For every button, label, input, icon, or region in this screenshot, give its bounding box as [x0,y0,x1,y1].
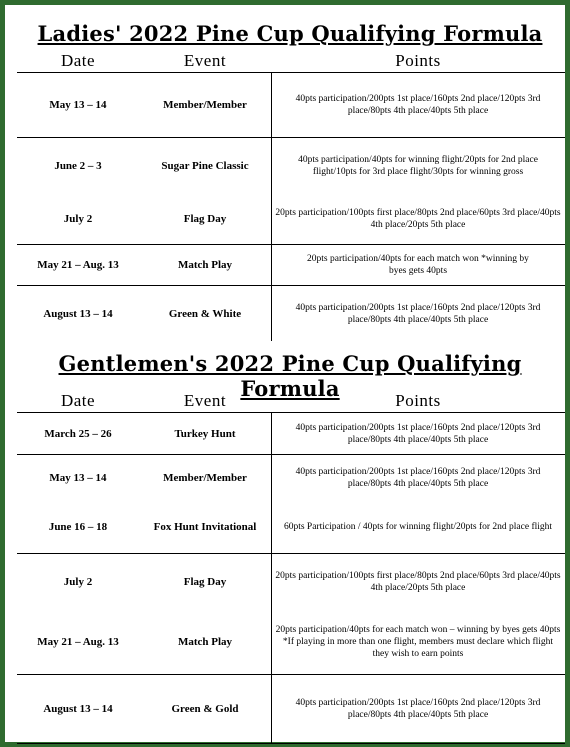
table-row [17,675,565,744]
ladies-header-points: Points [395,51,441,70]
table-row [17,286,565,341]
table-row [17,455,565,501]
table-row [17,194,565,245]
gentlemen-title: Gentlemen's 2022 Pine Cup Qualifying Formula [58,351,522,401]
ladies-header-event: Event [183,51,227,70]
row-date: June 16 – 18 [48,521,108,533]
row-event: Member/Member [163,99,247,111]
gentlemen-header-date: Date [60,391,96,410]
row-event: Flag Day [183,213,227,225]
row-date: July 2 [63,576,93,588]
row-date: August 13 – 14 [43,307,113,320]
row-event: Turkey Hunt [174,427,236,440]
row-points: 20pts participation/40pts for each match won *winning by byes gets 40pts [307,254,529,276]
table-row [17,501,565,554]
row-points: 40pts participation/200pts 1st place/160pts 2nd place/120pts 3rd place/80pts 4th place/40pts 5th place [295,94,541,116]
row-event: Flag Day [183,576,227,588]
row-event: Green & White [168,307,242,320]
table-row [17,73,565,138]
row-event: Match Play [177,259,233,271]
table-row [17,245,565,286]
row-date: May 21 – Aug. 13 [37,636,119,648]
row-points: 40pts participation/200pts 1st place/160pts 2nd place/120pts 3rd place/80pts 4th place/40pts 5th place [295,467,541,489]
row-points: 20pts participation/40pts for each match won – winning by byes gets 40pts *If playing in more than one flight, members must declare which flight they wish to earn points [275,625,561,659]
row-date: July 2 [63,213,93,225]
gentlemen-header-event: Event [183,391,227,410]
row-points: 60pts Participation / 40pts for winning flight/20pts for 2nd place flight [283,522,553,532]
gentlemen-table [17,412,565,743]
row-date: June 2 – 3 [54,160,102,172]
row-points: 40pts participation/40pts for winning flight/20pts for 2nd place flight/10pts for 3rd place flight/30pts for winning gross [298,155,538,177]
row-points: 20pts participation/100pts first place/80pts 2nd place/60pts 3rd place/40pts 4th place/20pts 5th place [275,571,561,593]
table-row [17,554,565,610]
row-event: Green & Gold [171,703,239,715]
row-date: August 13 – 14 [43,703,113,715]
row-points: 20pts participation/100pts first place/80pts 2nd place/60pts 3rd place/40pts 4th place/20pts 5th place [275,208,561,230]
ladies-table [17,72,565,341]
table-row [17,413,565,455]
row-event: Member/Member [163,472,247,484]
ladies-title: Ladies' 2022 Pine Cup Qualifying Formula [37,21,543,46]
table-row [17,610,565,675]
ladies-header-date: Date [60,51,96,70]
row-date: May 13 – 14 [49,99,107,111]
row-event: Match Play [177,636,233,648]
row-event: Fox Hunt Invitational [153,521,257,533]
gentlemen-header-points: Points [395,391,441,410]
row-points: 40pts participation/200pts 1st place/160pts 2nd place/120pts 3rd place/80pts 4th place/40pts 5th place [295,698,541,720]
row-date: May 21 – Aug. 13 [37,259,119,271]
row-date: May 13 – 14 [49,472,107,484]
row-points: 40pts participation/200pts 1st place/160pts 2nd place/120pts 3rd place/80pts 4th place/40pts 5th place [295,302,541,325]
row-date: March 25 – 26 [44,427,112,440]
row-event: Sugar Pine Classic [161,160,249,172]
row-points: 40pts participation/200pts 1st place/160pts 2nd place/120pts 3rd place/80pts 4th place/40pts 5th place [295,422,541,445]
